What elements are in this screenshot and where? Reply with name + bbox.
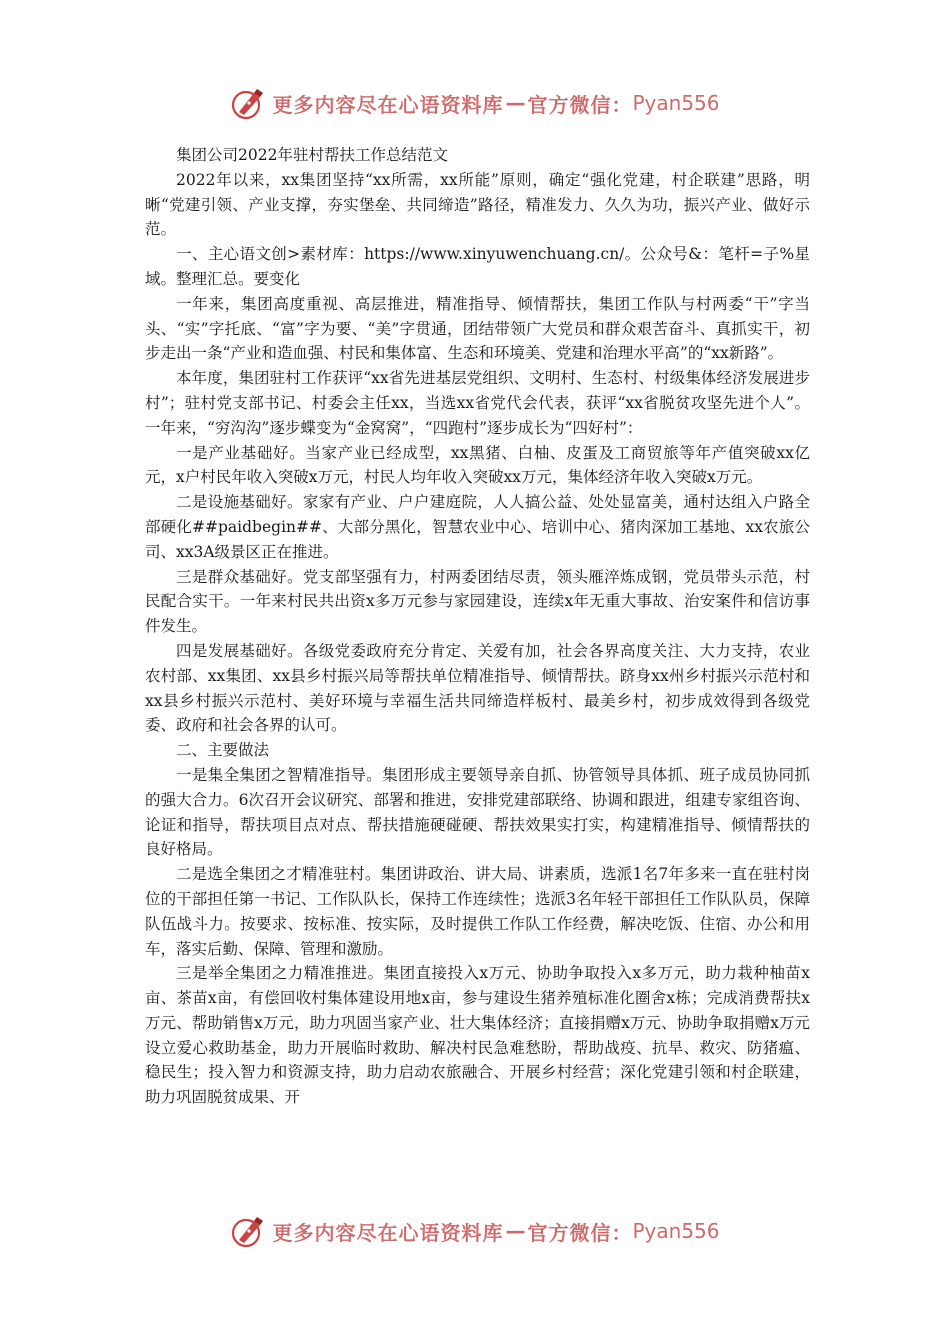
paragraph: 本年度，集团驻村工作获评“xx省先进基层党组织、文明村、生态村、村级集体经济发展进步村”；驻村党支部书记、村委会主任xx，当选xx省党代会代表，获评“xx省脱贫攻坚先进个人”。一年来，“穷沟沟”逐步蝶变为“金窝窝”，“四跑村”逐步成长为“四好村”：	[145, 369, 810, 437]
paragraph: 三是举全集团之力精准推进。集团直接投入x万元、协助争取投入x多万元，助力栽种柚苗x亩、茶苗x亩，有偿回收村集体建设用地x亩，参与建设生猪养殖标准化圈舍x栋；完成消费帮扶x万元、帮助销售x万元，助力巩固当家产业、壮大集体经济；直接捐赠x万元、协助争取捐赠x万元设立爱心救助基金，助力开展临时救助、解决村民急难愁盼，帮助战疫、抗旱、救灾、防猪瘟、稳民生；投入智力和资源支持，助力启动农旅融合、开展乡村经营；深化党建引领和村企联建，助力巩固脱贫成果、开	[145, 964, 810, 1107]
banner-wechat-id: Pyan556	[632, 91, 720, 115]
document-title: 集团公司2022年驻村帮扶工作总结范文	[176, 146, 448, 164]
banner-text: 更多内容尽在心语资料库	[272, 92, 504, 117]
banner-wechat-id: Pyan556	[632, 1219, 720, 1243]
paragraph: 一年来，集团高度重视、高层推进，精准指导、倾情帮扶，集团工作队与村两委“干”字当头、“实”字托底、“富”字为要、“美”字贯通，团结带领广大党员和群众艰苦奋斗、真抓实干，初步走出一条“产业和造血强、村民和集体富、生态和环境美、党建和治理水平高”的“xx新路”。	[145, 294, 810, 363]
paragraph: 二是设施基础好。家家有产业、户户建庭院，人人搞公益、处处显富美，通村达组入户路全部硬化##paidbegin##、大部分黑化，智慧农业中心、培训中心、猪肉深加工基地、xx农旅公司、xx3A级景区正在推进。	[145, 493, 810, 561]
paragraph: 四是发展基础好。各级党委政府充分肯定、关爱有加，社会各界高度关注、大力支持，农业农村部、xx集团、xx县乡村振兴局等帮扶单位精准指导、倾情帮扶。跻身xx州乡村振兴示范村和xx县乡村振兴示范村、美好环境与幸福生活共同缔造样板村、最美乡村，初步成效得到各级党委、政府和社会各界的认可。	[145, 641, 810, 735]
paragraph: 一、主心语文创>素材库：https://www.xinyuwenchuang.cn/。公众号&：笔杆=子%星域。整理汇总。要变化	[145, 245, 810, 288]
pen-nib-logo-icon	[230, 1213, 266, 1249]
document-body	[145, 143, 810, 1110]
paragraph: 一是集全集团之智精准指导。集团形成主要领导亲自抓、协管领导具体抓、班子成员协同抓的强大合力。6次召开会议研究、部署和推进，安排党建部联络、协调和跟进，组建专家组咨询、论证和指导，帮扶项目点对点、帮扶措施硬碰硬、帮扶效果实打实，构建精准指导、倾情帮扶的良好格局。	[145, 765, 810, 859]
banner-contact: 官方微信：	[527, 92, 633, 117]
footer-watermark-banner	[0, 1210, 950, 1252]
paragraph: 一是产业基础好。当家产业已经成型，xx黑猪、白柚、皮蛋及工商贸旅等年产值突破xx亿元，x户村民年收入突破x万元，村民人均年收入突破xx万元，集体经济年收入突破x万元。	[145, 443, 810, 487]
paragraph: 二是选全集团之才精准驻村。集团讲政治、讲大局、讲素质，选派1名7年多来一直在驻村岗位的干部担任第一书记、工作队队长，保持工作连续性；选派3名年轻干部担任工作队队员，保障队伍战斗力。按要求、按标准、按实际，及时提供工作队工作经费，解决吃饭、住宿、办公和用车，落实后勤、保障、管理和激励。	[145, 865, 810, 958]
banner-separator: —	[505, 91, 526, 115]
banner-contact: 官方微信：	[527, 1220, 633, 1245]
header-watermark-banner	[0, 82, 950, 124]
banner-text: 更多内容尽在心语资料库	[272, 1220, 504, 1245]
banner-separator: —	[505, 1219, 526, 1243]
paragraph: 三是群众基础好。党支部坚强有力，村两委团结尽责，领头雁淬炼成钢，党员带头示范，村民配合实干。一年来村民共出资x多万元参与家园建设，连续x年无重大事故、治安案件和信访事件发生。	[145, 567, 810, 636]
section-heading: 二、主要做法	[176, 741, 270, 760]
pen-nib-logo-icon	[230, 85, 266, 121]
paragraph: 2022年以来，xx集团坚持“xx所需，xx所能”原则，确定“强化党建，村企联建”思路，明晰“党建引领、产业支撑，夯实堡垒、共同缔造”路径，精准发力、久久为功，振兴产业、做好示范。	[145, 170, 810, 239]
